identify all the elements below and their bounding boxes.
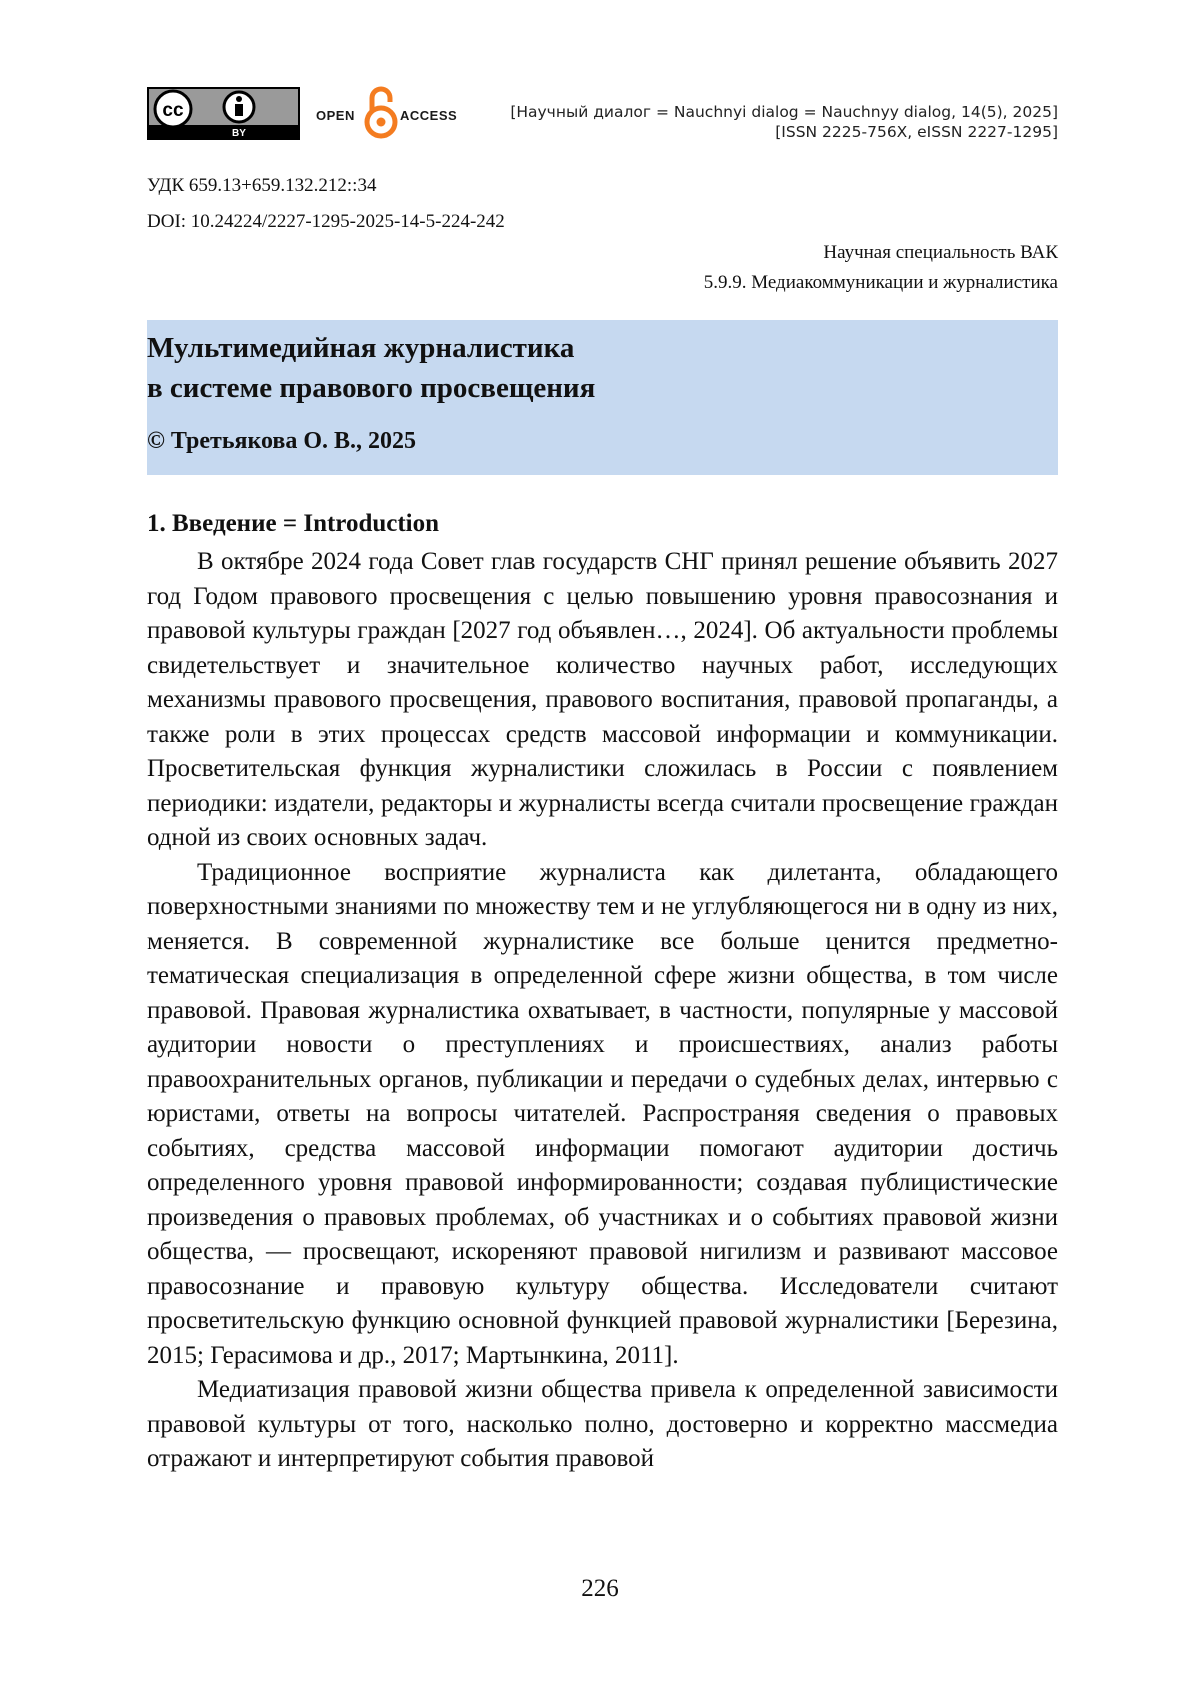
cc-by-label: BY	[232, 128, 246, 138]
open-access-left-text: OPEN	[316, 108, 355, 123]
svg-text:cc: cc	[162, 100, 184, 121]
open-lock-icon	[363, 84, 403, 140]
cc-by-license-badge[interactable]	[147, 87, 300, 140]
article-title-line-1: Мультимедийная журналистика	[147, 332, 575, 364]
cc-by-icon	[149, 89, 298, 138]
journal-citation	[510, 102, 1058, 142]
open-access-right-text: ACCESS	[400, 108, 458, 123]
section-heading: 1. Введение = Introduction	[147, 510, 440, 537]
paragraph: В октябре 2024 года Совет глав государств СНГ принял решение объявить 2027 год Годом правового просвещения с целью повышению уровня правосознания и правовой культуры граждан [2027 год объявлен…, 2024]. Об актуальности проблемы свидетельствует и значительное количество научных работ, исследующих механизмы правового просвещения, правового воспитания, правовой пропаганды, а также роли в этих процессах средств массовой информации и коммуникации. Просветительская функция журналистики сложилась в России с появлением периодики: издатели, редакторы и журналисты всегда считали просвещение граждан одной из своих основных задач.	[147, 548, 1058, 851]
paragraph: Медиатизация правовой жизни общества привела к определенной зависимости правовой культуры от того, насколько полно, достоверно и корректно массмедиа отражают и интерпретируют события правовой	[147, 1376, 1058, 1472]
title-block	[147, 320, 1058, 475]
specialty-label: Научная специальность ВАК	[823, 242, 1058, 263]
body-text	[147, 545, 1058, 1477]
journal-issn-line: [ISSN 2225-756X, eISSN 2227-1295]	[775, 123, 1058, 141]
article-author: © Третьякова О. В., 2025	[147, 428, 417, 454]
paragraph: Традиционное восприятие журналиста как дилетанта, обладающего поверхностными знаниями по множеству тем и не углубляющегося ни в одну из них, меняется. В современной журналистике все больше ценится предметно-тематическая специализация в определенной сфере жизни общества, в том числе правовой. Правовая журналистика охватывает, в частности, популярные у массовой аудитории новости о преступлениях и происшествиях, анализ работы правоохранительных органов, публикации и передачи о судебных делах, интервью с юристами, ответы на вопросы читателей. Распространяя сведения о правовых событиях, средства массовой информации помогают аудитории достичь определенного уровня правовой информированности; создавая публицистические произведения о правовых проблемах, об участниках и о событиях правовой жизни общества, — просвещают, искореняют правовой нигилизм и развивают массовое правосознание и правовую культуру общества. Исследователи считают просветительскую функцию основной функцией правовой журналистики [Березина, 2015; Герасимова и др., 2017; Мартынкина, 2011].	[147, 858, 1058, 1369]
open-access-logo	[316, 84, 456, 140]
udk-code: УДК 659.13+659.132.212::34	[147, 175, 377, 196]
doi-link[interactable]: DOI: 10.24224/2227-1295-2025-14-5-224-242	[147, 211, 505, 232]
article-title-line-2: в системе правового просвещения	[147, 372, 596, 404]
specialty-value: 5.9.9. Медиакоммуникации и журналистика	[703, 272, 1058, 293]
page-number: 226	[581, 1575, 619, 1602]
vak-specialty	[704, 238, 1058, 298]
journal-title-line: [Научный диалог = Nauchnyi dialog = Nauchnyy dialog, 14(5), 2025]	[510, 103, 1058, 121]
